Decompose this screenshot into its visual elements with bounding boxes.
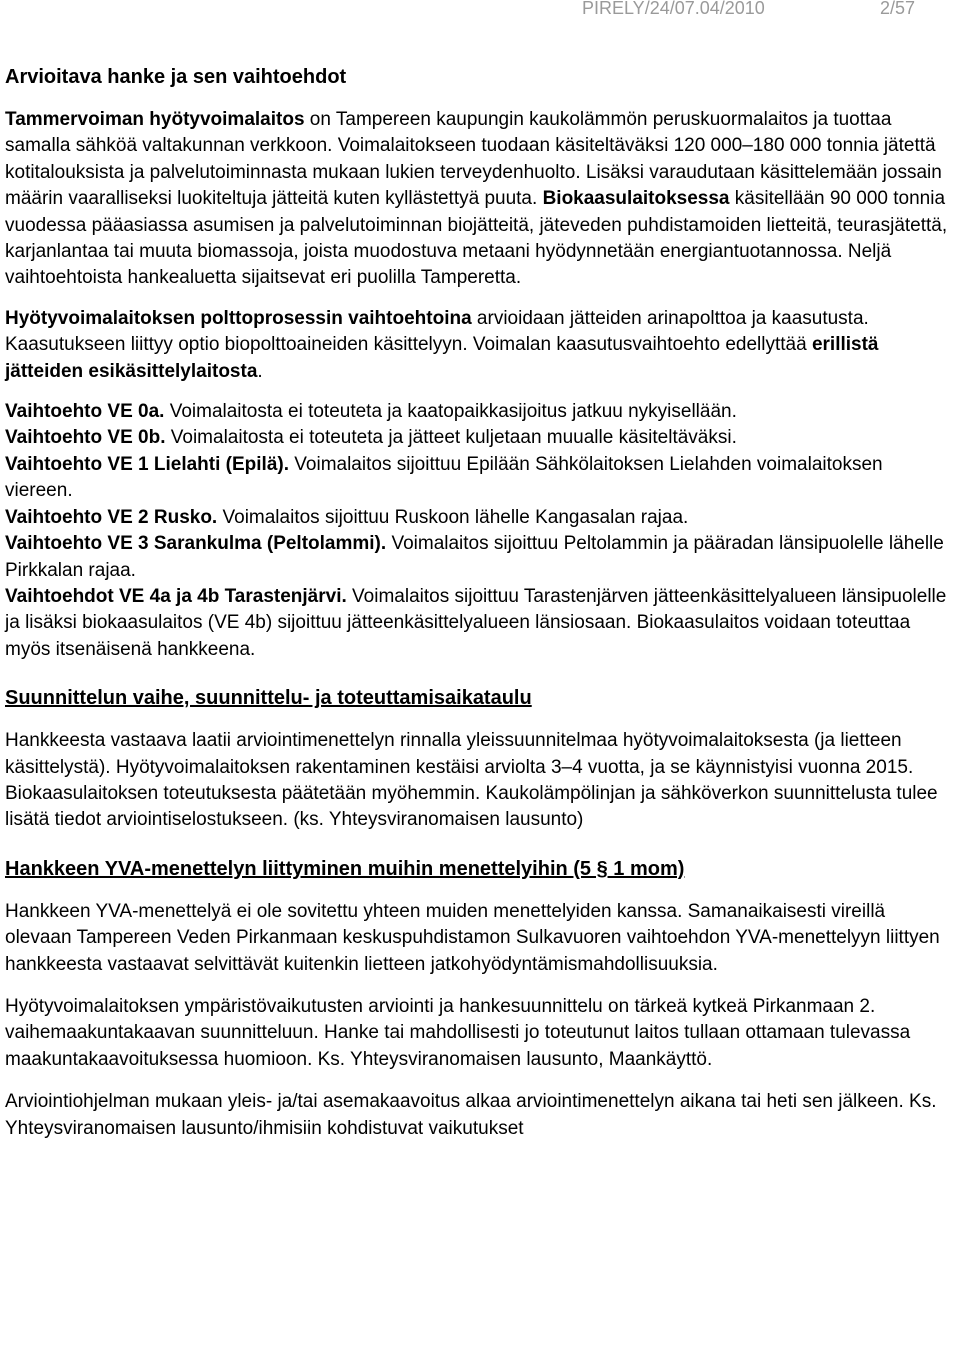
bold-phrase: erillistä jätteiden esikäsittelylaitosta (5, 334, 879, 382)
page-number: 2/57 (880, 0, 916, 18)
alternative-item (5, 399, 951, 425)
alternative-text: Voimalaitos sijoittuu Epilään Sähkölaitoksen Lielahden voimalaitoksen viereen. (5, 453, 883, 502)
alternative-label: Vaihtoehdot VE 4a ja 4b Tarastenjärvi. (5, 585, 347, 607)
document-reference: PIRELY/24/07.04/2010 (582, 0, 765, 18)
alternative-item (5, 425, 951, 451)
schedule-paragraph: Hankkeesta vastaava laatii arviointimenettelyn rinnalla yleissuunnitelmaa hyötyvoimalaitoksesta (ja lietteen käsittelystä). Hyötyvoimalaitoksen rakentaminen kestäisi arviolta 3–4 vuotta, ja se käynnistyisi vuonna 2015. Biokaasulaitoksen toteutuksesta päätetään myöhemmin. Kaukolämpölinjan ja sähköverkon suunnittelusta tulee lisätä tiedot arviointiselostukseen. (ks. Yhteysviranomaisen lausunto) (5, 730, 938, 831)
alternative-text: Voimalaitos sijoittuu Tarastenjärven jätteenkäsittelyalueen länsipuolelle ja lisäksi biokaasulaitos (VE 4b) sijoittuu jätteenkäsittelyalueen länsiosaan. Biokaasulaitos voidaan toteuttaa myös itsenäisenä hankkeena. (5, 585, 947, 660)
alternative-item (5, 584, 951, 663)
alternative-item (5, 531, 951, 584)
section-title-alternatives: Arvioitava hanke ja sen vaihtoehdot (5, 66, 347, 88)
alternative-text: Voimalaitosta ei toteuteta ja jätteet kuljetaan muualle käsiteltäväksi. (165, 427, 737, 449)
alternative-text: Voimalaitos sijoittuu Peltolammin ja pääradan länsipuolelle lähelle Pirkkalan rajaa. (5, 533, 944, 581)
process-alternatives-paragraph (5, 306, 951, 385)
bold-phrase: Hyötyvoimalaitoksen polttoprosessin vaihtoehtoina (5, 307, 472, 329)
alternative-label: Vaihtoehto VE 3 Sarankulma (Peltolammi). (5, 533, 387, 555)
alternative-label: Vaihtoehto VE 0b. (5, 427, 166, 449)
bold-phrase: Biokaasulaitoksessa (542, 188, 730, 210)
alternative-label: Vaihtoehto VE 1 Lielahti (Epilä). (5, 453, 289, 475)
page-header (0, 0, 960, 24)
bold-phrase: Tammervoiman hyötyvoimalaitos (5, 109, 305, 130)
alternative-item (5, 452, 951, 505)
alternative-label: Vaihtoehto VE 0a. (5, 401, 165, 423)
procedures-paragraph-3: Arviointiohjelman mukaan yleis- ja/tai asemakaavoitus alkaa arviointimenettelyn aikana tai heti sen jälkeen. Ks. Yhteysviranomaisen lausunto/ihmisiin kohdistuvat vaikutukset (5, 1091, 937, 1139)
section-title-procedures: Hankkeen YVA-menettelyn liittyminen muihin menettelyihin (5 § 1 mom) (5, 857, 685, 880)
alternative-label: Vaihtoehto VE 2 Rusko. (5, 506, 218, 528)
document-body (5, 64, 951, 1142)
alternative-text: Voimalaitosta ei toteuteta ja kaatopaikkasijoitus jatkuu nykyisellään. (164, 401, 737, 423)
procedures-paragraph-1: Hankkeen YVA-menettelyä ei ole sovitettu yhteen muiden menettelyiden kanssa. Samanaikaisesti vireillä olevaan Tampereen Veden Pirkanmaan keskuspuhdistamon Sulkavuoren vaihtoehdon YVA-menettelyyn liittyen hankkeesta vastaavat selvittävät kuitenkin lietteen jatkohyödyntämismahdollisuuksia. (5, 900, 940, 975)
text-run: arvioidaan jätteiden arinapolttoa ja kaasutusta. Kaasutukseen liittyy optio biopolttoaineiden käsittelyyn. Voimalan kaasutusvaihtoehto edellyttää (5, 307, 869, 356)
section-title-schedule: Suunnittelun vaihe, suunnittelu- ja toteuttamisaikataulu (5, 687, 532, 710)
alternative-text: Voimalaitos sijoittuu Ruskoon lähelle Kangasalan rajaa. (217, 506, 689, 528)
procedures-paragraph-2: Hyötyvoimalaitoksen ympäristövaikutusten arviointi ja hankesuunnittelu on tärkeä kytkeä Pirkanmaan 2. vaihemaakuntakaavan suunnitteluun. Hanke tai mahdollisesti jo toteutunut laitos tullaan ottamaan tulevassa maakuntakaavoituksessa huomioon. Ks. Yhteysviranomaisen lausunto, Maankäyttö. (5, 995, 911, 1070)
text-run: on Tampereen kaupungin kaukolämmön peruskuormalaitos ja tuottaa samalla sähköä valtakunnan verkkoon. Voimalaitokseen tuodaan käsiteltäväksi 120 000–180 000 tonnia jätettä kotitalouksista ja palvelutoiminnasta mukaan lukien terveydenhuolto. Lisäksi varaudutaan käsittelemään jossain määrin vaaralliseksi luokiteltuja jätteitä kuten kyllästettyä puuta. (5, 109, 942, 210)
text-run: käsitellään 90 000 tonnia vuodessa pääasiassa asumisen ja palvelutoiminnan biojätteitä, jäteveden puhdistamoiden lietteitä, teurasjätettä, karjanlantaa tai muuta biomassoja, joista muodostuva metaani hyödynnetään energiantuotannossa. Neljä vaihtoehtoista hankealuetta sijaitsevat eri puolilla Tamperetta. (5, 188, 948, 289)
project-description-paragraph (5, 107, 951, 292)
alternative-item (5, 505, 951, 531)
text-run: . (257, 360, 263, 382)
